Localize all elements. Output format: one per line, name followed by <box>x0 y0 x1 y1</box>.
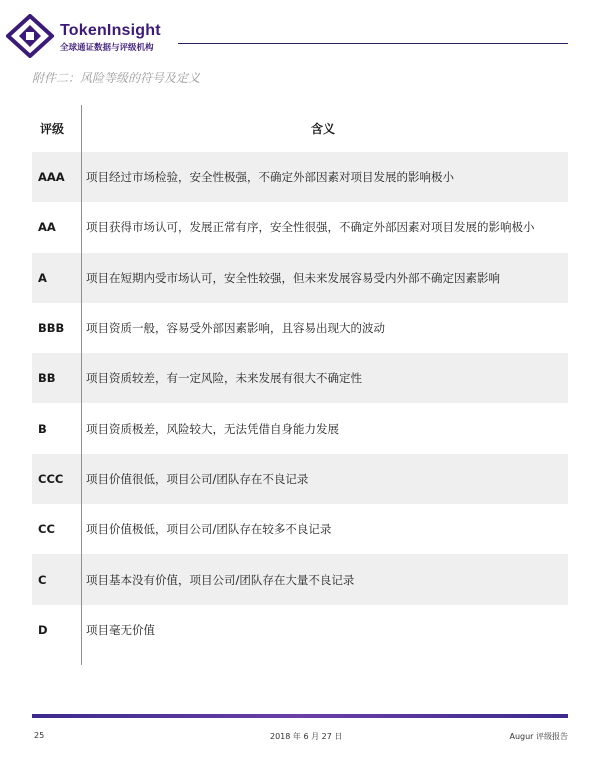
meaning-cell: 项目基本没有价值，项目公司/团队存在大量不良记录 <box>86 572 355 587</box>
rating-cell: B <box>38 421 47 436</box>
table-row <box>32 504 568 554</box>
table-row <box>32 353 568 403</box>
table-row <box>32 202 568 252</box>
table-header <box>32 105 568 152</box>
column-header-rating: 评级 <box>40 122 65 136</box>
meaning-cell: 项目资质较差，有一定风险，未来发展有很大不确定性 <box>86 371 362 386</box>
rating-cell: CCC <box>38 471 64 486</box>
rating-cell: BBB <box>38 321 65 336</box>
meaning-cell: 项目价值极低，项目公司/团队存在较多不良记录 <box>86 522 332 537</box>
rating-cell: D <box>38 622 48 637</box>
rating-cell: CC <box>38 522 55 537</box>
brand-subtitle: 全球通证数据与评级机构 <box>60 43 154 53</box>
rating-definition-table <box>32 105 568 655</box>
column-header-meaning: 含义 <box>310 122 335 136</box>
rating-cell: C <box>38 572 47 587</box>
rating-cell: AAA <box>38 170 65 185</box>
meaning-cell: 项目价值很低，项目公司/团队存在不良记录 <box>86 471 309 486</box>
table-row <box>32 253 568 303</box>
table-row <box>32 303 568 353</box>
table-row <box>32 152 568 202</box>
table-row <box>32 403 568 453</box>
rating-cell: AA <box>38 220 56 235</box>
header-divider <box>178 43 568 44</box>
table-row <box>32 605 568 655</box>
page-number: 25 <box>34 731 45 740</box>
table-column-divider <box>81 105 82 665</box>
report-name: Augur 评级报告 <box>509 732 568 741</box>
meaning-cell: 项目获得市场认可，发展正常有序，安全性很强，不确定外部因素对项目发展的影响极小 <box>86 220 535 235</box>
footer-bar <box>32 714 568 718</box>
meaning-cell: 项目在短期内受市场认可，安全性较强，但未来发展容易受内外部不确定因素影响 <box>86 270 500 285</box>
meaning-cell: 项目资质一般，容易受外部因素影响，且容易出现大的波动 <box>86 321 385 336</box>
rating-cell: BB <box>38 371 56 386</box>
table-row <box>32 554 568 604</box>
report-date: 2018 年 6 月 27 日 <box>270 732 343 741</box>
meaning-cell: 项目资质极差，风险较大，无法凭借自身能力发展 <box>86 421 339 436</box>
table-row <box>32 454 568 504</box>
meaning-cell: 项目经过市场检验，安全性极强，不确定外部因素对项目发展的影响极小 <box>86 170 454 185</box>
meaning-cell: 项目毫无价值 <box>86 622 155 637</box>
brand-name: TokenInsight <box>60 22 161 39</box>
section-subtitle: 附件二：风险等级的符号及定义 <box>32 71 201 85</box>
tokeninsight-logo-icon <box>6 14 54 58</box>
rating-cell: A <box>38 270 47 285</box>
